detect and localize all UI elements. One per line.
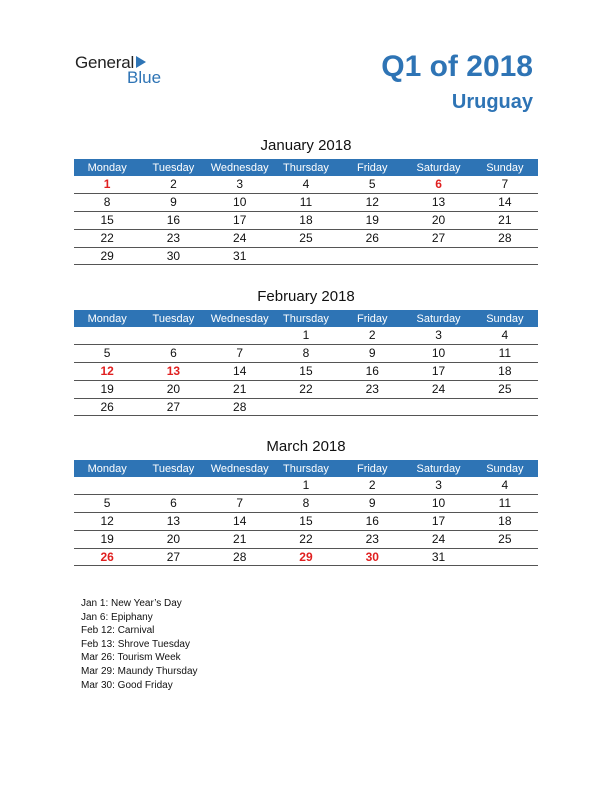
date-cell: 11: [273, 193, 339, 211]
date-cell: 16: [339, 362, 405, 380]
weekday-header: Sunday: [472, 159, 538, 176]
weekday-header: Wednesday: [207, 310, 273, 327]
weekday-header: Saturday: [405, 460, 471, 477]
date-cell: 19: [74, 380, 140, 398]
date-cell: 20: [140, 380, 206, 398]
date-cell: 2: [339, 327, 405, 344]
date-cell: 7: [207, 494, 273, 512]
week-row: [74, 327, 538, 344]
date-cell: 3: [405, 477, 471, 494]
date-cell: 9: [339, 344, 405, 362]
date-cell: 6: [140, 344, 206, 362]
date-cell: 9: [339, 494, 405, 512]
month-title: February 2018: [257, 288, 355, 305]
date-cell: 8: [273, 344, 339, 362]
date-cell: 11: [472, 344, 538, 362]
week-row: [74, 512, 538, 530]
date-cell: 13: [140, 512, 206, 530]
date-cell: 17: [405, 512, 471, 530]
holiday-note: Mar 26: Tourism Week: [81, 652, 181, 664]
week-row: [74, 494, 538, 512]
date-cell: 15: [74, 211, 140, 229]
date-cell: 1: [273, 327, 339, 344]
week-row: [74, 530, 538, 548]
week-row: [74, 548, 538, 566]
date-cell: 1: [273, 477, 339, 494]
date-cell: [74, 477, 140, 494]
date-cell: 25: [472, 380, 538, 398]
holiday-date-cell: 1: [74, 176, 140, 193]
date-cell: 26: [74, 398, 140, 416]
date-cell: 17: [405, 362, 471, 380]
date-cell: 29: [74, 247, 140, 265]
date-cell: 27: [140, 548, 206, 566]
logo-flag-icon: [136, 56, 146, 68]
holiday-date-cell: 12: [74, 362, 140, 380]
date-cell: 22: [74, 229, 140, 247]
date-cell: 14: [207, 512, 273, 530]
date-cell: 26: [339, 229, 405, 247]
date-cell: 3: [207, 176, 273, 193]
holiday-note: Feb 12: Carnival: [81, 625, 155, 637]
date-cell: 31: [405, 548, 471, 566]
date-cell: 22: [273, 530, 339, 548]
weekday-header: Friday: [339, 159, 405, 176]
weekday-header: Thursday: [273, 460, 339, 477]
calendar-table: [74, 159, 538, 265]
weekday-header: Tuesday: [140, 460, 206, 477]
date-cell: 24: [405, 530, 471, 548]
week-row: [74, 362, 538, 380]
weekday-header: Tuesday: [140, 159, 206, 176]
weekday-header: Friday: [339, 310, 405, 327]
weekday-header: Monday: [74, 159, 140, 176]
date-cell: [472, 247, 538, 265]
date-cell: 28: [472, 229, 538, 247]
week-row: [74, 211, 538, 229]
calendar-table: [74, 460, 538, 566]
date-cell: 19: [74, 530, 140, 548]
page-title: Q1 of 2018: [381, 50, 533, 83]
date-cell: 27: [140, 398, 206, 416]
date-cell: 20: [405, 211, 471, 229]
date-cell: 11: [472, 494, 538, 512]
weekday-header: Thursday: [273, 159, 339, 176]
date-cell: 12: [74, 512, 140, 530]
weekday-header: Friday: [339, 460, 405, 477]
date-cell: 2: [140, 176, 206, 193]
date-cell: 7: [472, 176, 538, 193]
logo-text-general: General: [75, 53, 135, 72]
holiday-date-cell: 6: [405, 176, 471, 193]
month-title: March 2018: [266, 438, 346, 455]
week-row: [74, 380, 538, 398]
weekday-header: Sunday: [472, 460, 538, 477]
date-cell: 15: [273, 512, 339, 530]
date-cell: 10: [405, 494, 471, 512]
week-row: [74, 229, 538, 247]
date-cell: 18: [472, 512, 538, 530]
month-january: [74, 136, 538, 265]
date-cell: [405, 398, 471, 416]
date-cell: 14: [472, 193, 538, 211]
date-cell: 28: [207, 398, 273, 416]
date-cell: 9: [140, 193, 206, 211]
date-cell: 21: [207, 530, 273, 548]
date-cell: 13: [405, 193, 471, 211]
date-cell: 24: [405, 380, 471, 398]
date-cell: [472, 398, 538, 416]
date-cell: 31: [207, 247, 273, 265]
date-cell: 30: [140, 247, 206, 265]
date-cell: 3: [405, 327, 471, 344]
date-cell: 19: [339, 211, 405, 229]
holiday-note: Mar 30: Good Friday: [81, 679, 173, 691]
date-cell: 12: [339, 193, 405, 211]
date-cell: [339, 398, 405, 416]
date-cell: 15: [273, 362, 339, 380]
date-cell: 25: [472, 530, 538, 548]
weekday-header: Wednesday: [207, 159, 273, 176]
weekday-header: Sunday: [472, 310, 538, 327]
date-cell: [405, 247, 471, 265]
date-cell: [140, 327, 206, 344]
country-subtitle: Uruguay: [451, 91, 533, 113]
holiday-date-cell: 29: [273, 548, 339, 566]
weekday-header: Tuesday: [140, 310, 206, 327]
date-cell: 10: [405, 344, 471, 362]
date-cell: 16: [140, 211, 206, 229]
date-cell: 24: [207, 229, 273, 247]
date-cell: 6: [140, 494, 206, 512]
date-cell: 23: [140, 229, 206, 247]
date-cell: 18: [273, 211, 339, 229]
weekday-header: Wednesday: [207, 460, 273, 477]
holiday-date-cell: 26: [74, 548, 140, 566]
date-cell: 14: [207, 362, 273, 380]
date-cell: [140, 477, 206, 494]
date-cell: 22: [273, 380, 339, 398]
weekday-header: Saturday: [405, 159, 471, 176]
month-march: [74, 437, 538, 566]
date-cell: 16: [339, 512, 405, 530]
date-cell: 4: [472, 327, 538, 344]
weekday-header: Monday: [74, 310, 140, 327]
week-row: [74, 477, 538, 494]
date-cell: [74, 327, 140, 344]
date-cell: 7: [207, 344, 273, 362]
holiday-date-cell: 13: [140, 362, 206, 380]
week-row: [74, 398, 538, 416]
date-cell: [207, 477, 273, 494]
date-cell: 5: [74, 344, 140, 362]
month-february: [74, 287, 538, 416]
date-cell: [472, 548, 538, 566]
weekday-header-row: [74, 310, 538, 327]
date-cell: [273, 398, 339, 416]
date-cell: 28: [207, 548, 273, 566]
date-cell: 21: [207, 380, 273, 398]
weekday-header: Monday: [74, 460, 140, 477]
week-row: [74, 193, 538, 211]
date-cell: 25: [273, 229, 339, 247]
logo: [75, 53, 185, 93]
holiday-note: Jan 6: Epiphany: [81, 611, 153, 623]
logo-text-blue: Blue: [127, 68, 162, 87]
date-cell: 8: [74, 193, 140, 211]
date-cell: 21: [472, 211, 538, 229]
calendar-table: [74, 310, 538, 416]
weekday-header-row: [74, 159, 538, 176]
date-cell: 4: [273, 176, 339, 193]
week-row: [74, 247, 538, 265]
weekday-header-row: [74, 460, 538, 477]
date-cell: 17: [207, 211, 273, 229]
week-row: [74, 176, 538, 193]
holiday-date-cell: 30: [339, 548, 405, 566]
date-cell: 5: [339, 176, 405, 193]
date-cell: 27: [405, 229, 471, 247]
holiday-note: Feb 13: Shrove Tuesday: [81, 638, 190, 650]
month-title: January 2018: [260, 137, 352, 154]
date-cell: 2: [339, 477, 405, 494]
holiday-note: Mar 29: Maundy Thursday: [81, 665, 198, 677]
date-cell: 4: [472, 477, 538, 494]
week-row: [74, 344, 538, 362]
date-cell: [339, 247, 405, 265]
date-cell: 5: [74, 494, 140, 512]
date-cell: 23: [339, 380, 405, 398]
weekday-header: Saturday: [405, 310, 471, 327]
date-cell: 23: [339, 530, 405, 548]
date-cell: [273, 247, 339, 265]
weekday-header: Thursday: [273, 310, 339, 327]
date-cell: 18: [472, 362, 538, 380]
date-cell: 10: [207, 193, 273, 211]
holiday-note: Jan 1: New Year’s Day: [81, 598, 182, 609]
holiday-list: [81, 597, 198, 692]
date-cell: [207, 327, 273, 344]
date-cell: 8: [273, 494, 339, 512]
date-cell: 20: [140, 530, 206, 548]
